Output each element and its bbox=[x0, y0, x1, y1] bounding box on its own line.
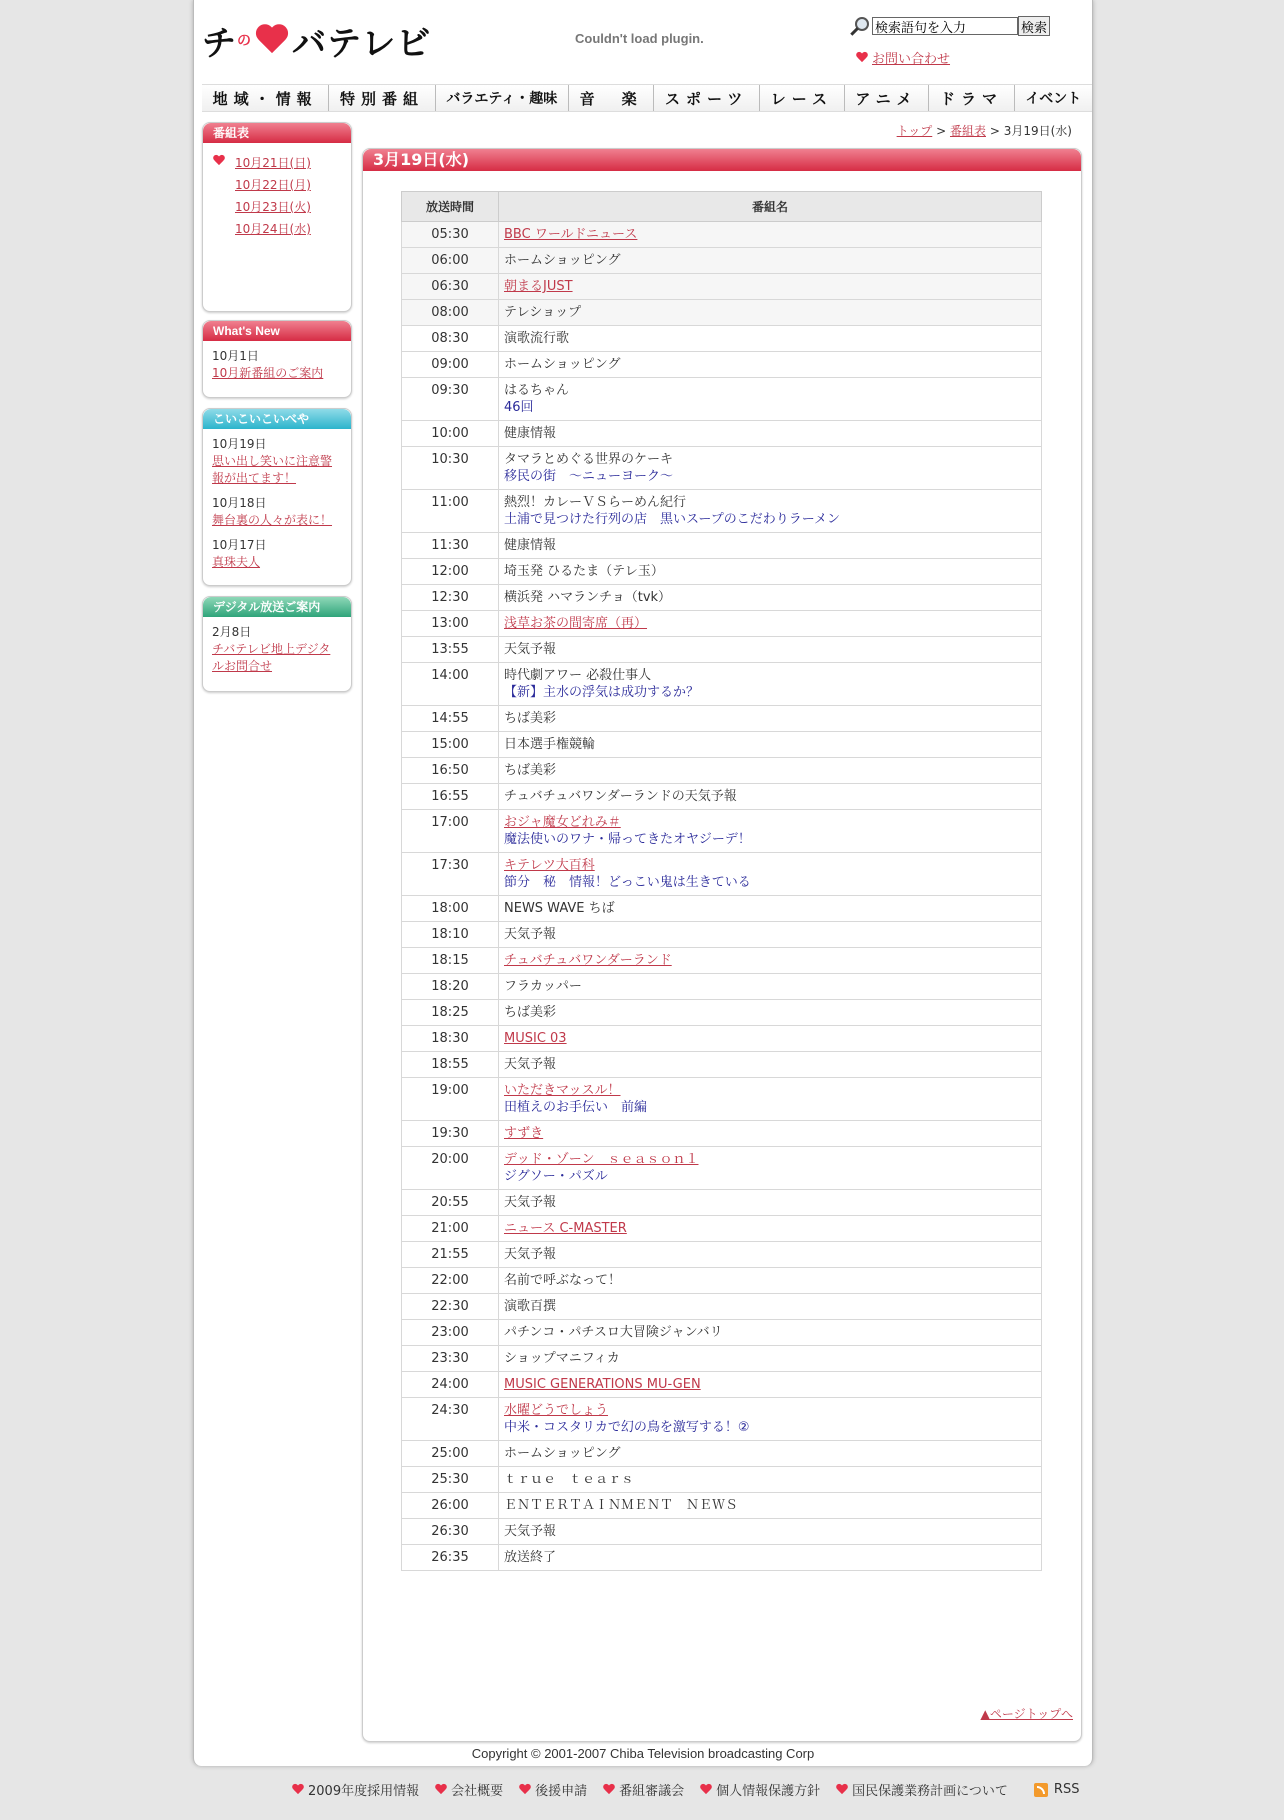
program-subtitle: 中米・コスタリカで幻の鳥を激写する！② bbox=[504, 1420, 750, 1435]
program-time: 18:55 bbox=[402, 1052, 499, 1078]
footer-link-sponsorship[interactable] bbox=[519, 1780, 587, 1799]
nav-item-sports[interactable]: スポーツ bbox=[654, 85, 760, 111]
page-container bbox=[193, 0, 1093, 1766]
koi-link[interactable]: 思い出し笑いに注意警報が出てます！ bbox=[212, 454, 333, 485]
program-time: 18:30 bbox=[402, 1026, 499, 1052]
program-cell bbox=[499, 663, 1042, 706]
program-time: 18:25 bbox=[402, 1000, 499, 1026]
program-time: 20:55 bbox=[402, 1190, 499, 1216]
program-time: 06:00 bbox=[402, 248, 499, 274]
program-name: 演歌百撰 bbox=[504, 1299, 557, 1314]
site-logo[interactable] bbox=[202, 20, 432, 64]
program-cell bbox=[499, 1294, 1042, 1320]
table-row bbox=[402, 1268, 1042, 1294]
table-row bbox=[402, 326, 1042, 352]
heart-icon bbox=[856, 52, 868, 63]
program-name: ホームショッピング bbox=[504, 357, 621, 372]
heart-icon bbox=[254, 25, 290, 55]
breadcrumb-current: 3月19日(水) bbox=[1003, 124, 1072, 138]
contact-link-wrap bbox=[856, 48, 950, 67]
nav-item-drama[interactable]: ドラマ bbox=[929, 85, 1014, 111]
program-time: 24:30 bbox=[402, 1398, 499, 1441]
column-header-time: 放送時間 bbox=[402, 192, 499, 222]
table-row bbox=[402, 378, 1042, 421]
program-name: 天気予報 bbox=[504, 1195, 557, 1210]
schedule-panel bbox=[362, 148, 1082, 1742]
table-row bbox=[402, 1121, 1042, 1147]
koi-link[interactable]: 舞台裏の人々が表に！ bbox=[212, 513, 333, 527]
program-link[interactable]: ニュース C-MASTER bbox=[504, 1221, 627, 1236]
program-cell bbox=[499, 1026, 1042, 1052]
program-name: はるちゃん bbox=[504, 383, 570, 398]
logo-text-left: チ bbox=[202, 23, 237, 64]
program-cell bbox=[499, 1268, 1042, 1294]
program-time: 17:30 bbox=[402, 853, 499, 896]
table-row bbox=[402, 533, 1042, 559]
heart-icon bbox=[836, 1784, 848, 1795]
program-time: 13:55 bbox=[402, 637, 499, 663]
table-row bbox=[402, 248, 1042, 274]
table-row bbox=[402, 352, 1042, 378]
program-cell bbox=[499, 1147, 1042, 1190]
program-time: 23:30 bbox=[402, 1346, 499, 1372]
program-link[interactable]: BBC ワールドニュース bbox=[504, 227, 638, 242]
program-name: チュバチュバワンダーランドの天気予報 bbox=[504, 789, 737, 804]
program-name: 横浜発 ハマランチョ（tvk） bbox=[504, 590, 672, 605]
koi-title: こいこいこいべや bbox=[203, 409, 351, 429]
program-cell bbox=[499, 611, 1042, 637]
program-cell bbox=[499, 637, 1042, 663]
nav-item-special[interactable]: 特別番組 bbox=[329, 85, 435, 111]
list-item bbox=[213, 217, 351, 239]
program-link[interactable]: キテレツ大百科 bbox=[504, 858, 595, 873]
whats-new-title: What's New bbox=[203, 321, 351, 341]
program-cell bbox=[499, 1052, 1042, 1078]
program-time: 19:00 bbox=[402, 1078, 499, 1121]
table-row bbox=[402, 810, 1042, 853]
program-cell bbox=[499, 732, 1042, 758]
program-time: 16:50 bbox=[402, 758, 499, 784]
program-time: 11:30 bbox=[402, 533, 499, 559]
program-cell bbox=[499, 784, 1042, 810]
program-cell bbox=[499, 1000, 1042, 1026]
program-cell bbox=[499, 1467, 1042, 1493]
table-row bbox=[402, 758, 1042, 784]
program-cell bbox=[499, 1242, 1042, 1268]
program-name: ホームショッピング bbox=[504, 253, 621, 268]
program-time: 13:00 bbox=[402, 611, 499, 637]
program-link[interactable]: いただきマッスル！ bbox=[504, 1083, 621, 1098]
program-time: 23:00 bbox=[402, 1320, 499, 1346]
program-cell bbox=[499, 1372, 1042, 1398]
whats-new-link[interactable]: 10月新番組のご案内 bbox=[212, 366, 324, 380]
sidebar-schedule-title: 番組表 bbox=[203, 123, 351, 143]
program-name: ショップマニフィカ bbox=[504, 1351, 620, 1366]
program-cell bbox=[499, 1320, 1042, 1346]
program-cell bbox=[499, 1441, 1042, 1467]
footer-link-label: 2009年度採用情報 bbox=[308, 1784, 420, 1799]
footer-link-protection[interactable] bbox=[836, 1780, 1008, 1799]
program-name: 日本選手権競輪 bbox=[504, 737, 596, 752]
program-name: ｔｒｕｅ ｔｅａｒｓ bbox=[504, 1472, 635, 1487]
page-top-link[interactable]: ▲ページトップへ bbox=[980, 1707, 1073, 1721]
program-time: 15:00 bbox=[402, 732, 499, 758]
breadcrumb-schedule-link[interactable]: 番組表 bbox=[949, 124, 986, 138]
program-time: 26:30 bbox=[402, 1519, 499, 1545]
footer-link-label: 個人情報保護方針 bbox=[716, 1784, 821, 1799]
list-item bbox=[213, 151, 351, 173]
column-header-name: 番組名 bbox=[499, 192, 1042, 222]
program-name: 時代劇アワー 必殺仕事人 bbox=[504, 668, 652, 683]
program-subtitle: 田植えのお手伝い 前編 bbox=[504, 1100, 648, 1115]
program-subtitle: ジグソー・パズル bbox=[504, 1169, 608, 1184]
program-time: 12:00 bbox=[402, 559, 499, 585]
footer-link-label: 国民保護業務計画について bbox=[852, 1784, 1008, 1799]
footer-link-recruit[interactable] bbox=[292, 1780, 419, 1799]
program-cell bbox=[499, 326, 1042, 352]
table-row bbox=[402, 1519, 1042, 1545]
program-time: 25:00 bbox=[402, 1441, 499, 1467]
copyright: Copyright © 2001-2007 Chiba Television broadcasting Corp bbox=[471, 1746, 815, 1761]
program-time: 18:15 bbox=[402, 948, 499, 974]
breadcrumb-top-link[interactable]: トップ bbox=[896, 124, 933, 138]
sidebar-digital-box bbox=[202, 596, 352, 692]
table-row bbox=[402, 1000, 1042, 1026]
table-row bbox=[402, 1467, 1042, 1493]
schedule-date-link[interactable]: 10月24日(水) bbox=[235, 221, 311, 236]
program-time: 09:30 bbox=[402, 378, 499, 421]
program-time: 14:00 bbox=[402, 663, 499, 706]
program-time: 10:00 bbox=[402, 421, 499, 447]
table-row bbox=[402, 585, 1042, 611]
list-item bbox=[213, 173, 351, 195]
table-row bbox=[402, 1398, 1042, 1441]
program-name: テレショップ bbox=[504, 305, 582, 320]
page-title: 3月19日(水) bbox=[363, 149, 1081, 171]
table-row bbox=[402, 421, 1042, 447]
program-time: 08:30 bbox=[402, 326, 499, 352]
program-name: 名前で呼ぶなって！ bbox=[504, 1273, 622, 1288]
table-row bbox=[402, 559, 1042, 585]
program-time: 20:00 bbox=[402, 1147, 499, 1190]
table-row bbox=[402, 1294, 1042, 1320]
table-row bbox=[402, 447, 1042, 490]
nav-item-music[interactable]: 音 楽 bbox=[569, 85, 654, 111]
plugin-message: Couldn't load plugin. bbox=[575, 31, 704, 46]
program-cell bbox=[499, 585, 1042, 611]
table-row bbox=[402, 1441, 1042, 1467]
program-cell bbox=[499, 1346, 1042, 1372]
koi-date: 10月19日 bbox=[212, 437, 267, 451]
program-name: 放送終了 bbox=[504, 1550, 557, 1565]
program-time: 10:30 bbox=[402, 447, 499, 490]
nav-item-region[interactable]: 地域・情報 bbox=[202, 85, 329, 111]
program-name: フラカッパー bbox=[504, 979, 582, 994]
program-name: 演歌流行歌 bbox=[504, 331, 570, 346]
main-nav bbox=[202, 84, 1092, 112]
program-time: 25:30 bbox=[402, 1467, 499, 1493]
table-row bbox=[402, 1026, 1042, 1052]
program-name: ホームショッピング bbox=[504, 1446, 621, 1461]
table-row bbox=[402, 1242, 1042, 1268]
heart-icon bbox=[292, 1784, 304, 1795]
table-row bbox=[402, 222, 1042, 248]
program-subtitle: 移民の街 ～ニューヨーク～ bbox=[504, 469, 674, 484]
digital-link[interactable]: チバテレビ地上デジタルお問合せ bbox=[212, 642, 331, 673]
program-cell bbox=[499, 853, 1042, 896]
program-cell bbox=[499, 948, 1042, 974]
contact-link[interactable]: お問い合わせ bbox=[872, 52, 951, 67]
program-link[interactable]: 浅草お茶の間寄席（再） bbox=[504, 616, 648, 631]
footer-link-label: 会社概要 bbox=[451, 1784, 504, 1799]
program-cell bbox=[499, 1545, 1042, 1571]
program-name: 天気予報 bbox=[504, 927, 557, 942]
program-time: 11:00 bbox=[402, 490, 499, 533]
table-row bbox=[402, 896, 1042, 922]
program-time: 24:00 bbox=[402, 1372, 499, 1398]
program-cell bbox=[499, 810, 1042, 853]
program-table bbox=[401, 191, 1042, 1571]
schedule-date-link[interactable]: 10月22日(月) bbox=[235, 177, 311, 192]
footer-link-privacy[interactable] bbox=[700, 1780, 820, 1799]
search-icon bbox=[850, 17, 868, 35]
nav-item-race[interactable]: レース bbox=[760, 85, 845, 111]
program-time: 18:00 bbox=[402, 896, 499, 922]
program-cell bbox=[499, 1493, 1042, 1519]
program-time: 26:35 bbox=[402, 1545, 499, 1571]
koi-date: 10月17日 bbox=[212, 538, 267, 552]
schedule-date-link[interactable]: 10月21日(日) bbox=[235, 155, 311, 170]
program-cell bbox=[499, 974, 1042, 1000]
sidebar-koi-box bbox=[202, 408, 352, 586]
program-time: 26:00 bbox=[402, 1493, 499, 1519]
program-subtitle: 46回 bbox=[504, 400, 534, 415]
table-row bbox=[402, 853, 1042, 896]
program-cell bbox=[499, 559, 1042, 585]
table-row bbox=[402, 1190, 1042, 1216]
table-row bbox=[402, 1216, 1042, 1242]
program-cell bbox=[499, 378, 1042, 421]
nav-item-anime[interactable]: アニメ bbox=[845, 85, 930, 111]
breadcrumb bbox=[897, 122, 1072, 139]
footer-links bbox=[292, 1780, 1095, 1799]
footer-link-label: 後援申請 bbox=[535, 1784, 588, 1799]
program-time: 18:20 bbox=[402, 974, 499, 1000]
table-row bbox=[402, 1493, 1042, 1519]
program-cell bbox=[499, 274, 1042, 300]
program-name: タマラとめぐる世界のケーキ bbox=[504, 452, 674, 467]
table-row bbox=[402, 706, 1042, 732]
program-time: 05:30 bbox=[402, 222, 499, 248]
table-row bbox=[402, 490, 1042, 533]
program-cell bbox=[499, 922, 1042, 948]
program-link[interactable]: MUSIC GENERATIONS MU-GEN bbox=[504, 1377, 701, 1392]
program-name: 熱烈！カレーＶＳらーめん紀行 bbox=[504, 495, 687, 510]
digital-title: デジタル放送ご案内 bbox=[203, 597, 351, 617]
program-time: 12:30 bbox=[402, 585, 499, 611]
koi-date: 10月18日 bbox=[212, 496, 267, 510]
rss-link[interactable] bbox=[1034, 1782, 1080, 1797]
table-row bbox=[402, 1147, 1042, 1190]
program-name: 天気予報 bbox=[504, 1247, 557, 1262]
schedule-date-link[interactable]: 10月23日(火) bbox=[235, 199, 311, 214]
program-name: 健康情報 bbox=[504, 538, 557, 553]
program-cell bbox=[499, 758, 1042, 784]
table-row bbox=[402, 637, 1042, 663]
table-row bbox=[402, 1078, 1042, 1121]
search-form bbox=[850, 16, 1050, 36]
program-cell bbox=[499, 896, 1042, 922]
program-cell bbox=[499, 447, 1042, 490]
nav-item-event[interactable]: イベント bbox=[1025, 91, 1082, 107]
program-cell bbox=[499, 222, 1042, 248]
whats-new-date: 10月1日 bbox=[212, 349, 259, 363]
program-time: 21:00 bbox=[402, 1216, 499, 1242]
program-cell bbox=[499, 1190, 1042, 1216]
table-row bbox=[402, 1346, 1042, 1372]
program-name: ＥＮＴＥＲＴＡＩＮＭＥＮＴ ＮＥＷＳ bbox=[504, 1498, 739, 1513]
breadcrumb-separator: > bbox=[989, 124, 1000, 138]
table-row bbox=[402, 300, 1042, 326]
table-row bbox=[402, 974, 1042, 1000]
program-name: 天気予報 bbox=[504, 1057, 557, 1072]
footer-link-company[interactable] bbox=[435, 1780, 503, 1799]
program-name: パチンコ・パチスロ大冒険ジャンバリ bbox=[504, 1325, 723, 1340]
program-link[interactable]: 水曜どうでしょう bbox=[504, 1403, 609, 1418]
table-row bbox=[402, 784, 1042, 810]
list-item bbox=[212, 537, 342, 571]
program-subtitle: 【新】主水の浮気は成功するか？ bbox=[504, 685, 700, 700]
sidebar-schedule-box bbox=[202, 122, 352, 312]
table-row bbox=[402, 611, 1042, 637]
program-link[interactable]: デッド・ゾーン ｓｅａｓｏｎ１ bbox=[504, 1152, 699, 1167]
heart-icon bbox=[213, 155, 225, 166]
program-cell bbox=[499, 1519, 1042, 1545]
table-row bbox=[402, 1320, 1042, 1346]
logo-text-small: の bbox=[237, 33, 252, 49]
footer-link-council[interactable] bbox=[603, 1780, 684, 1799]
program-cell bbox=[499, 1398, 1042, 1441]
program-name: NEWS WAVE ちば bbox=[504, 901, 615, 916]
program-link[interactable]: おジャ魔女どれみ＃ bbox=[504, 815, 621, 830]
program-cell bbox=[499, 352, 1042, 378]
program-cell bbox=[499, 490, 1042, 533]
table-row bbox=[402, 1545, 1042, 1571]
program-name: ちば美彩 bbox=[504, 1005, 557, 1020]
program-link[interactable]: すずき bbox=[504, 1126, 544, 1141]
table-row bbox=[402, 1052, 1042, 1078]
program-time: 21:55 bbox=[402, 1242, 499, 1268]
rss-label: RSS bbox=[1053, 1782, 1080, 1797]
program-cell bbox=[499, 1216, 1042, 1242]
program-time: 18:10 bbox=[402, 922, 499, 948]
program-time: 19:30 bbox=[402, 1121, 499, 1147]
table-row bbox=[402, 922, 1042, 948]
list-item bbox=[212, 495, 342, 529]
program-name: 天気予報 bbox=[504, 642, 557, 657]
program-time: 22:00 bbox=[402, 1268, 499, 1294]
breadcrumb-separator: > bbox=[936, 124, 947, 138]
program-cell bbox=[499, 533, 1042, 559]
sidebar-schedule-list bbox=[203, 143, 351, 239]
program-link[interactable]: チュバチュバワンダーランド bbox=[504, 953, 672, 968]
table-row bbox=[402, 1372, 1042, 1398]
program-cell bbox=[499, 706, 1042, 732]
footer-link-label: 番組審議会 bbox=[619, 1784, 685, 1799]
program-time: 09:00 bbox=[402, 352, 499, 378]
program-name: 埼玉発 ひるたま（テレ玉） bbox=[504, 564, 664, 579]
list-item bbox=[212, 436, 342, 487]
program-link[interactable]: MUSIC 03 bbox=[504, 1031, 567, 1046]
digital-date: 2月8日 bbox=[212, 625, 252, 639]
list-item bbox=[213, 195, 351, 217]
program-time: 22:30 bbox=[402, 1294, 499, 1320]
table-row bbox=[402, 948, 1042, 974]
table-row bbox=[402, 732, 1042, 758]
program-link[interactable]: 朝まるJUST bbox=[504, 279, 573, 294]
program-time: 17:00 bbox=[402, 810, 499, 853]
program-name: 健康情報 bbox=[504, 426, 557, 441]
program-cell bbox=[499, 1121, 1042, 1147]
search-input[interactable] bbox=[872, 17, 1018, 35]
search-button[interactable]: 検索 bbox=[1018, 16, 1050, 36]
program-time: 14:55 bbox=[402, 706, 499, 732]
koi-link[interactable]: 真珠夫人 bbox=[212, 555, 261, 569]
table-row bbox=[402, 274, 1042, 300]
program-cell bbox=[499, 1078, 1042, 1121]
program-subtitle: 土浦で見つけた行列の店 黒いスープのこだわりラーメン bbox=[504, 512, 841, 527]
nav-item-variety[interactable]: バラエティ・趣味 bbox=[436, 85, 569, 111]
table-row bbox=[402, 663, 1042, 706]
program-time: 06:30 bbox=[402, 274, 499, 300]
program-time: 08:00 bbox=[402, 300, 499, 326]
heart-icon bbox=[435, 1784, 447, 1795]
program-name: ちば美彩 bbox=[504, 763, 557, 778]
heart-icon bbox=[700, 1784, 712, 1795]
program-subtitle: 魔法使いのワナ・帰ってきたオヤジーデ！ bbox=[504, 832, 751, 847]
program-cell bbox=[499, 421, 1042, 447]
program-name: 天気予報 bbox=[504, 1524, 557, 1539]
logo-text-right: バテレビ bbox=[292, 23, 432, 64]
program-cell bbox=[499, 300, 1042, 326]
program-subtitle: 節分 秘 情報！どっこい鬼は生きている bbox=[504, 875, 751, 890]
program-cell bbox=[499, 248, 1042, 274]
heart-icon bbox=[603, 1784, 615, 1795]
sidebar-whats-new-box bbox=[202, 320, 352, 398]
program-time: 16:55 bbox=[402, 784, 499, 810]
heart-icon bbox=[519, 1784, 531, 1795]
program-name: ちば美彩 bbox=[504, 711, 557, 726]
rss-icon bbox=[1034, 1783, 1048, 1797]
